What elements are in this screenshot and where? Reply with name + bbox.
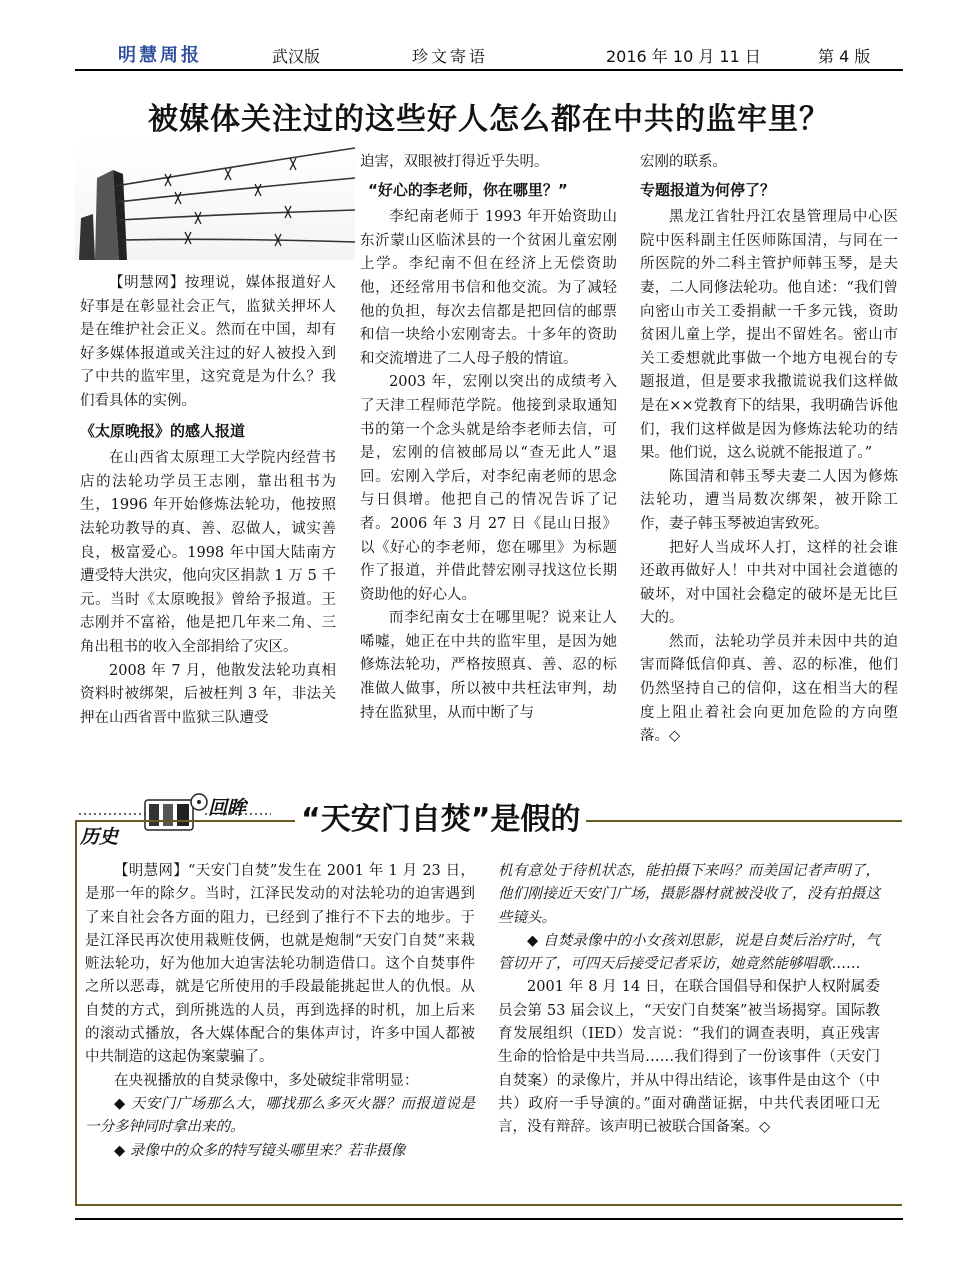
history-article-title: “天安门自焚”是假的: [295, 794, 586, 838]
section-heading: 专题报道为何停了？: [640, 180, 776, 199]
article1-column-2: [360, 151, 617, 725]
article1-column-3: [640, 151, 898, 749]
section-heading: 《太原晚报》的感人报道: [80, 421, 246, 440]
page-number: 第 4 版: [818, 47, 871, 66]
history-label-top: 回眸: [208, 797, 247, 819]
paragraph: 然而，法轮功学员并未因中共的迫害而降低信仰真、善、忍的标准，他们仍然坚持自己的信仰，这在相当大的程度上阻止着社会向更加危险的方向堕落。◇: [640, 633, 898, 745]
barbed-wire-photo: [75, 138, 355, 260]
paragraph: 黑龙江省牡丹江农垦管理局中心医院中医科副主任医师陈国清，与同在一所医院的外二科主管护师韩玉琴，是夫妻，二人同修法轮功。他自述：“我们曾向密山市关工委捐献一千多元钱，资助贫困儿童上学，提出不留姓名。密山市关工委想就此事做一个地方电视台的专题报道，但是要求我撒谎说我们这样做是在××党教育下的结果，我明确告诉他们，我们这样做是因为修炼法轮功的结果。他们说，这么说就不能报道了。”: [640, 209, 898, 462]
section-name: 珍文寄语: [412, 47, 489, 66]
paragraph: 在山西省太原理工大学院内经营书店的法轮功学员王志刚，靠出租书为生，1996 年开始修炼法轮功，他按照法轮功教导的真、善、忍做人，诚实善良，极富爱心。1998 年中国大陆南方遭受特大洪灾，他向灾区捐款 1 万 5 千元。当时《太原晚报》曾给予报道。王志刚并不富裕，他是把几年来二角、三角出租书的收入全部捐给了灾区。: [80, 450, 336, 655]
intro-paragraph: 【明慧网】按理说，媒体报道好人好事是在彰显社会正气，监狱关押坏人是在维护社会正义。然而在中国，却有好多媒体报道或关注过的好人被投入到了中共的监牢里，这究竟是为什么？我们看具体的实例。: [80, 275, 336, 409]
bullet-continuation: 机有意处于待机状态，能拍摄下来吗？而美国记者声明了，他们刚接近天安门广场，摄影器材就被没收了，没有拍摄这些镜头。: [498, 863, 880, 926]
history-label-bottom: 历史: [80, 826, 119, 848]
paragraph: 在央视播放的自焚录像中，多处破绽非常明显：: [114, 1072, 419, 1089]
paragraph: 李纪南老师于 1993 年开始资助山东沂蒙山区临沭县的一个贫困儿童宏刚上学。李纪南不但在经济上无偿资助他，还经常用书信和他交流。为了减轻他的负担，每次去信都是把回信的邮票和信一块给小宏刚寄去。十多年的资助和交流增进了二人母子般的情谊。: [360, 209, 617, 367]
paragraph: 【明慧网】“天安门自焚”发生在 2001 年 1 月 23 日，是那一年的除夕。当时，江泽民发动的对法轮功的迫害遇到了来自社会各方面的阻力，已经到了推行不下去的地步。于是江泽民再次使用栽赃伎俩，也就是炮制“天安门自焚”来栽赃法轮功，好为他加大迫害法轮功制造借口。这个自焚事件之所以恶毒，就是它所使用的手段最能挑起世人的仇恨。从自焚的方式，到所挑选的人员，再到选择的时机，加上后来的滚动式播放，各大媒体配合的集体声讨，许多中国人都被中共制造的这起伪案蒙骗了。: [85, 863, 475, 1066]
issue-date: 2016 年 10 月 11 日: [606, 47, 761, 66]
paragraph: 陈国清和韩玉琴夫妻二人因为修炼法轮功，遭当局数次绑架，被开除工作，妻子韩玉琴被迫害致死。: [640, 468, 898, 532]
article-title: 被媒体关注过的这些好人怎么都在中共的监牢里？: [148, 102, 830, 137]
paragraph: 迫害，双眼被打得近乎失明。: [360, 154, 549, 170]
header-rule: [75, 69, 903, 71]
paragraph: 把好人当成坏人打，这样的社会谁还敢再做好人！中共对中国社会道德的破坏，对中国社会稳定的破坏是无比巨大的。: [640, 539, 898, 627]
section-heading: “好心的李老师，你在哪里？”: [368, 180, 568, 199]
masthead: 明慧周报: [118, 45, 202, 66]
bullet-point: ◆ 天安门广场那么大，哪找那么多灭火器？而报道说是一分多钟同时拿出来的。: [85, 1095, 475, 1136]
history-column-right: [498, 860, 880, 1140]
history-column-left: [85, 860, 475, 1163]
paragraph: 而李纪南女士在哪里呢？说来让人唏嘘，她正在中共的监牢里，是因为她修炼法轮功，严格按照真、善、忍的标准做人做事，所以被中共枉法审判，劫持在监狱里，从而中断了与: [360, 610, 617, 721]
bullet-point: ◆ 录像中的众多的特写镜头哪里来？若非摄像: [114, 1142, 406, 1159]
paragraph: 2008 年 7 月，他散发法轮功真相资料时被绑架，后被枉判 3 年，非法关押在山西省晋中监狱三队遭受: [80, 662, 336, 726]
paragraph: 2003 年，宏刚以突出的成绩考入了天津工程师范学院。他接到录取通知书的第一个念头就是给李老师去信，可是，宏刚的信被邮局以“查无此人”退回。宏刚入学后，对李纪南老师的思念与日俱增。他把自己的情况告诉了记者。2006 年 3 月 27 日《昆山日报》以《好心的李老师，您在哪里》为标题作了报道，并借此替宏刚寻找这位长期资助他的好心人。: [360, 374, 617, 603]
bullet-point: ◆ 自焚录像中的小女孩刘思影，说是自焚后治疗时，气管切开了，可四天后接受记者采访，她竟然能够唱歌……: [498, 932, 880, 973]
paragraph: 2001 年 8 月 14 日，在联合国倡导和保护人权附属委员会第 53 届会议上，“天安门自焚案”被当场揭穿。国际教育发展组织（IED）发言说：“我们的调查表明，真正残害生命的恰恰是中共当局……我们得到了一份该事件（天安门自焚案）的录像片，并从中得出结论，该事件是由这个（中共）政府一手导演的。”面对确凿证据，中共代表团哑口无言，没有辩辞。该声明已被联合国备案。◇: [498, 979, 880, 1136]
footer-rule: [75, 1218, 903, 1220]
edition: 武汉版: [272, 47, 321, 66]
paragraph: 宏刚的联系。: [640, 154, 727, 170]
article1-column-1: [80, 272, 336, 730]
